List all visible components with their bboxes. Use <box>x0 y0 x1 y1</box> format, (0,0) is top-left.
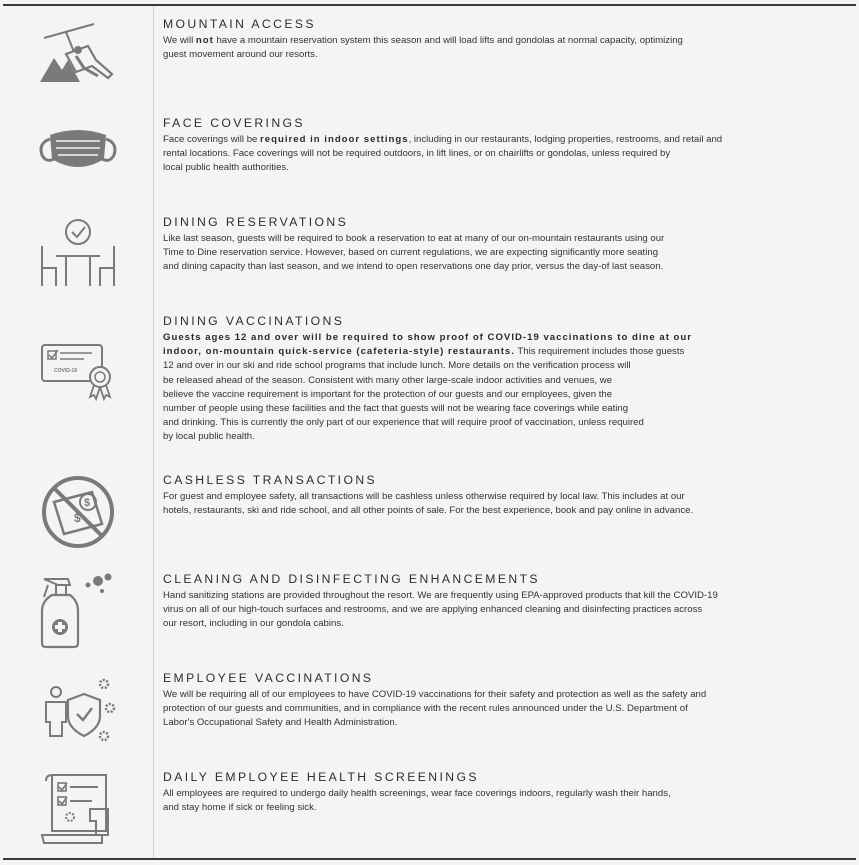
body-text: rental locations. Face coverings will not be required outdoors, in lift lines, or on chairlifts or gondolas, unless required by <box>163 148 671 160</box>
body-text: local public health authorities. <box>163 162 289 174</box>
body-text: by local public health. <box>163 431 255 443</box>
body-text: protection of our guests and communities, and in compliance with the recent rules announced under the U.S. Department of <box>163 703 688 715</box>
vaccination-card-icon <box>36 331 120 415</box>
body-text: For guest and employee safety, all transactions will be cashless unless otherwise required by local law. This includes at our <box>163 491 685 502</box>
body-text: Face coverings will be <box>163 134 261 145</box>
section-body <box>163 133 813 176</box>
section-body <box>163 34 813 62</box>
body-text: and dining capacity than last season, and we intend to open reservations one day prior, versus the day-of last season. <box>163 261 664 273</box>
emphasis-text: Guests ages 12 and over will be required to show proof of COVID-19 vaccinations to dine at our <box>163 332 693 343</box>
body-text: and stay home if sick or feeling sick. <box>163 802 317 814</box>
body-text: All employees are required to undergo daily health screenings, wear face coverings indoors, regularly wash their hands, <box>163 788 671 799</box>
checklist-icon <box>36 769 120 853</box>
face-mask-icon <box>36 113 120 197</box>
top-rule <box>3 4 856 6</box>
body-text: be released ahead of the season. Consistent with many other large-scale indoor activities and venues, we <box>163 374 613 386</box>
dining-table-icon <box>36 216 120 300</box>
body-text: believe the vaccine requirement is important for the protection of our guests and our employees, given the <box>163 388 613 400</box>
section-title: EMPLOYEE VACCINATIONS <box>163 671 374 685</box>
body-text: , including in our restaurants, lodging properties, restrooms, and retail and <box>408 134 723 145</box>
emphasis-text: indoor, on-mountain quick-service (cafeteria-style) restaurants. <box>163 346 515 358</box>
body-text: Labor's Occupational Safety and Health Administration. <box>163 717 398 729</box>
svg-text:COVID-19: COVID-19 <box>54 368 78 374</box>
body-text: number of people using these facilities and the fact that guests will not be wearing face coverings while eating <box>163 403 629 415</box>
bottom-rule <box>3 858 856 860</box>
no-cash-icon <box>36 470 120 554</box>
body-text: have a mountain reservation system this season and will load lifts and gondolas at normal capacity, optimizing <box>213 35 683 46</box>
section-body <box>163 688 813 731</box>
body-text: Hand sanitizing stations are provided throughout the resort. We are frequently using EPA-approved products that kill the COVID-19 <box>163 590 718 601</box>
section-title: DINING VACCINATIONS <box>163 314 345 328</box>
body-text: 12 and over in our ski and ride school programs that include lunch. More details on the verification process will <box>163 360 631 372</box>
section-title: MOUNTAIN ACCESS <box>163 17 316 31</box>
emphasis-text: not <box>195 35 214 46</box>
spray-bottle-icon <box>36 571 120 655</box>
section-body <box>163 232 813 275</box>
body-text: guest movement around our resorts. <box>163 49 318 61</box>
body-text: We will be requiring all of our employees to have COVID-19 vaccinations for their safety and protection as well as the safety and <box>163 689 707 700</box>
body-text: our resort, including in our gondola cabins. <box>163 618 344 630</box>
section-body <box>163 589 813 632</box>
employee-shield-icon <box>36 674 120 758</box>
emphasis-text: required in indoor settings <box>260 134 409 145</box>
body-text: Like last season, guests will be required to book a reservation to eat at many of our on-mountain restaurants using our <box>163 233 665 244</box>
body-text: We will <box>163 35 196 46</box>
section-title: DAILY EMPLOYEE HEALTH SCREENINGS <box>163 770 479 784</box>
section-body <box>163 787 813 815</box>
body-text: hotels, restaurants, ski and ride school, and all other points of sale. For the best experience, book and pay online in advance. <box>163 505 694 517</box>
section-title: DINING RESERVATIONS <box>163 215 349 229</box>
svg-text:$: $ <box>74 511 81 525</box>
chairlift-icon <box>36 16 120 100</box>
body-text: and drinking. This is currently the only part of our experience that will require proof of vaccination, unless required <box>163 417 644 429</box>
body-text: This requirement includes those guests <box>514 346 685 358</box>
section-title: CASHLESS TRANSACTIONS <box>163 473 378 487</box>
svg-text:$: $ <box>84 497 91 509</box>
column-divider <box>153 6 154 858</box>
section-body <box>163 490 813 518</box>
section-body <box>163 331 813 445</box>
section-title: FACE COVERINGS <box>163 116 305 130</box>
section-title: CLEANING AND DISINFECTING ENHANCEMENTS <box>163 572 540 586</box>
body-text: Time to Dine reservation service. However, based on current regulations, we are expecting significantly more seating <box>163 247 659 259</box>
body-text: virus on all of our high-touch surfaces and restrooms, and we are applying enhanced cleaning and disinfecting practices across <box>163 604 703 616</box>
